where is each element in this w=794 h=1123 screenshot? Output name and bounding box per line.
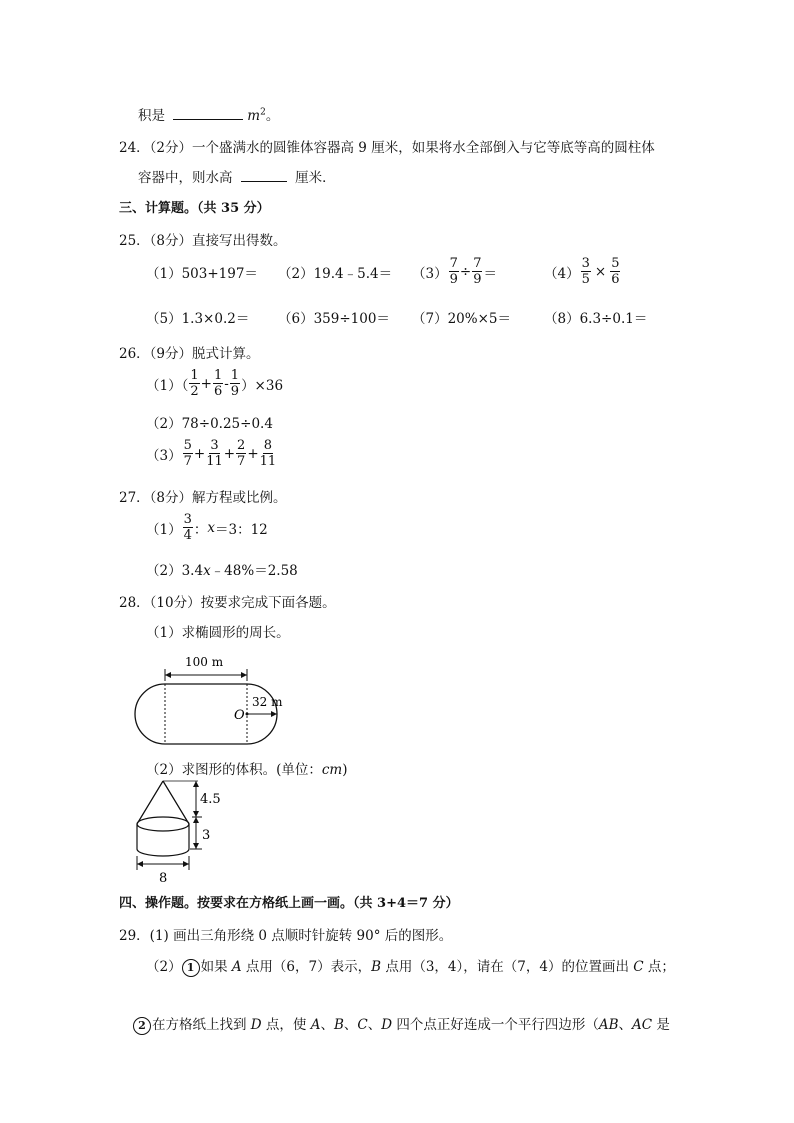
point-c-label: C	[633, 959, 644, 975]
q29-line2-t2: 点用（6，7）表示，	[241, 959, 372, 975]
q23-answer-blank[interactable]	[173, 107, 243, 120]
section3-heading: 三、计算题。（共 35 分）	[119, 201, 270, 216]
q27-item-1-post: ＝3：12	[215, 521, 268, 538]
q23-unit: m	[247, 108, 261, 124]
cone-cylinder-figure	[130, 776, 240, 886]
circled-number-1: 1	[182, 959, 200, 977]
q29-line3	[133, 1013, 670, 1035]
radius-arrow	[271, 711, 277, 717]
point-a-ref: A	[310, 1017, 321, 1033]
section4-heading: 四、操作题。按要求在方格纸上画一画。（共 3+4＝7 分）	[119, 896, 459, 911]
q27-item-1-frac: $\frac{3}{4}$	[183, 512, 192, 543]
q24-answer-blank[interactable]	[241, 169, 287, 182]
q26-item-1-pre: （1）（	[146, 377, 189, 394]
q25-item-3-op: ÷	[459, 263, 472, 280]
q24-line2-pre: 容器中，则水高	[138, 170, 233, 186]
height-arrow-top	[193, 781, 199, 787]
q29-line2-t4: 点；	[643, 959, 675, 975]
q26-item-3	[146, 438, 277, 469]
q26-item-3-frac-4: $\frac{8}{11}$	[259, 438, 277, 469]
q25-item-4-op: ×	[594, 263, 607, 280]
q28-item-2	[146, 758, 348, 778]
q25-item-3-label: （3）	[412, 265, 448, 282]
q29-line3-t3: 四个点正好连成一个平行四边形（	[392, 1017, 599, 1033]
diameter-arrow-right	[183, 861, 189, 867]
q26-item-1-minus: -	[224, 375, 229, 392]
diameter-label: 8	[159, 871, 168, 886]
q26-item-3-frac-1: $\frac{5}{7}$	[183, 438, 192, 469]
q26-item-3-frac-2: $\frac{3}{11}$	[206, 438, 223, 469]
q29-line2-t1: 如果	[200, 959, 232, 975]
q29-line3-t4: 是	[652, 1017, 670, 1033]
circled-number-2: 2	[133, 1017, 151, 1035]
point-a-label: A	[231, 959, 242, 975]
q26-title: 26．（9分）脱式计算。	[119, 346, 260, 362]
cylinder-top	[137, 817, 189, 831]
top-dimension-label: 100 m	[185, 655, 224, 669]
point-d-label: D	[250, 1017, 262, 1033]
q24-line2	[138, 166, 336, 186]
segment-ac: AC	[632, 1017, 653, 1033]
q26-item-3-frac-3: $\frac{2}{7}$	[237, 438, 246, 469]
q29-line2-t3: 点用（3，4），请在（7，4）的位置画出	[381, 959, 634, 975]
cone-height-label: 4.5	[200, 792, 221, 807]
q25-item-4-frac-a: $\frac{3}{5}$	[581, 256, 590, 287]
sep-2: 、	[343, 1017, 358, 1033]
q25-item-4	[544, 256, 621, 287]
q26-item-1-frac-2: $\frac{1}{6}$	[213, 368, 223, 399]
q23-tail	[138, 104, 279, 124]
q29-line2-pre: （2）	[146, 959, 182, 975]
q28-item-2-post: )	[342, 762, 348, 778]
q29-line3-t1: 在方格纸上找到	[152, 1017, 251, 1033]
q26-item-3-pre: （3）	[146, 447, 182, 464]
sep-1: 、	[320, 1017, 334, 1033]
q27-item-2-pre: （2）3.4	[146, 563, 204, 579]
q26-item-3-plus-3: +	[247, 445, 259, 462]
ellipse-track-figure	[134, 652, 294, 742]
q24-line1: 24．（2分）一个盛满水的圆锥体容器高 9 厘米，如果将水全部倒入与它等底等高的圆柱体	[119, 140, 655, 156]
q26-item-2: （2）78÷0.25÷0.4	[146, 416, 273, 432]
radius-label: 32 m	[252, 695, 283, 709]
q26-item-3-plus-1: +	[193, 445, 206, 462]
q25-item-3-frac-a: $\frac{7}{9}$	[449, 256, 458, 287]
q27-item-1-colon: ：	[193, 521, 208, 538]
q26-item-1-post: ）×36	[241, 377, 284, 394]
q23-end: 。	[265, 108, 280, 124]
height-arrow-mid-up	[193, 811, 199, 817]
q26-item-1-frac-1: $\frac{1}{2}$	[190, 368, 199, 399]
q25-item-3	[412, 256, 497, 287]
height-arrow-mid-down	[193, 817, 199, 823]
segment-ab: AB	[598, 1017, 619, 1033]
point-b-ref: B	[333, 1017, 344, 1033]
q25-item-6: （6）359÷100＝	[278, 311, 390, 327]
point-b-label: B	[371, 959, 382, 975]
q25-item-3-eq: ＝	[483, 265, 497, 282]
q29-line2	[146, 955, 675, 977]
center-point	[246, 713, 249, 716]
q25-item-4-frac-b: $\frac{5}{6}$	[611, 256, 620, 287]
q26-item-1-frac-3: $\frac{1}{9}$	[230, 368, 240, 399]
q28-title: 28．（10分）按要求完成下面各题。	[119, 595, 336, 611]
q27-item-2	[146, 559, 298, 579]
q27-item-1-x: x	[207, 519, 215, 536]
q25-item-2: （2）19.4﹣5.4＝	[278, 266, 393, 282]
q27-item-2-x: x	[203, 563, 211, 579]
point-c-ref: C	[357, 1017, 368, 1033]
q25-item-1: （1）503+197＝	[146, 266, 258, 282]
q23-tail-text: 积是	[138, 108, 165, 124]
q25-title: 25．（8分）直接写出得数。	[119, 233, 287, 249]
center-label: O	[234, 708, 245, 723]
top-dimension-arrow-left	[165, 672, 171, 678]
q26-item-1	[146, 368, 283, 399]
q25-item-7: （7）20%×5＝	[412, 311, 511, 327]
q24-line2-post: 厘米．	[295, 170, 336, 186]
height-arrow-bottom	[193, 843, 199, 849]
point-d-ref: D	[381, 1017, 393, 1033]
q27-title: 27．（8分）解方程或比例。	[119, 490, 287, 506]
q29-line1: 29．(1) 画出三角形绕 0 点顺时针旋转 90° 后的图形。	[119, 928, 453, 944]
sep-4: 、	[618, 1017, 633, 1033]
top-dimension-arrow-right	[241, 672, 247, 678]
q23-unit-sup: 2	[260, 107, 266, 118]
q27-item-1-pre: （1）	[146, 521, 182, 538]
q25-item-3-frac-b: $\frac{7}{9}$	[473, 256, 482, 287]
q27-item-1	[146, 512, 268, 543]
q28-item-2-unit: cm	[321, 762, 343, 778]
q27-item-2-post: ﹣48%＝2.58	[210, 563, 298, 579]
q25-item-5: （5）1.3×0.2＝	[146, 311, 250, 327]
cylinder-height-label: 3	[202, 828, 211, 843]
q25-item-4-label: （4）	[544, 265, 580, 282]
q26-item-1-plus: +	[200, 375, 212, 392]
q26-item-3-plus-2: +	[223, 445, 236, 462]
q28-item-1: （1）求椭圆形的周长。	[146, 625, 290, 641]
q28-item-2-pre: （2）求图形的体积。(单位：	[146, 762, 322, 778]
q29-line3-t2: 点，使	[261, 1017, 311, 1033]
diameter-arrow-left	[137, 861, 143, 867]
sep-3: 、	[367, 1017, 382, 1033]
q25-item-8: （8）6.3÷0.1＝	[544, 311, 648, 327]
